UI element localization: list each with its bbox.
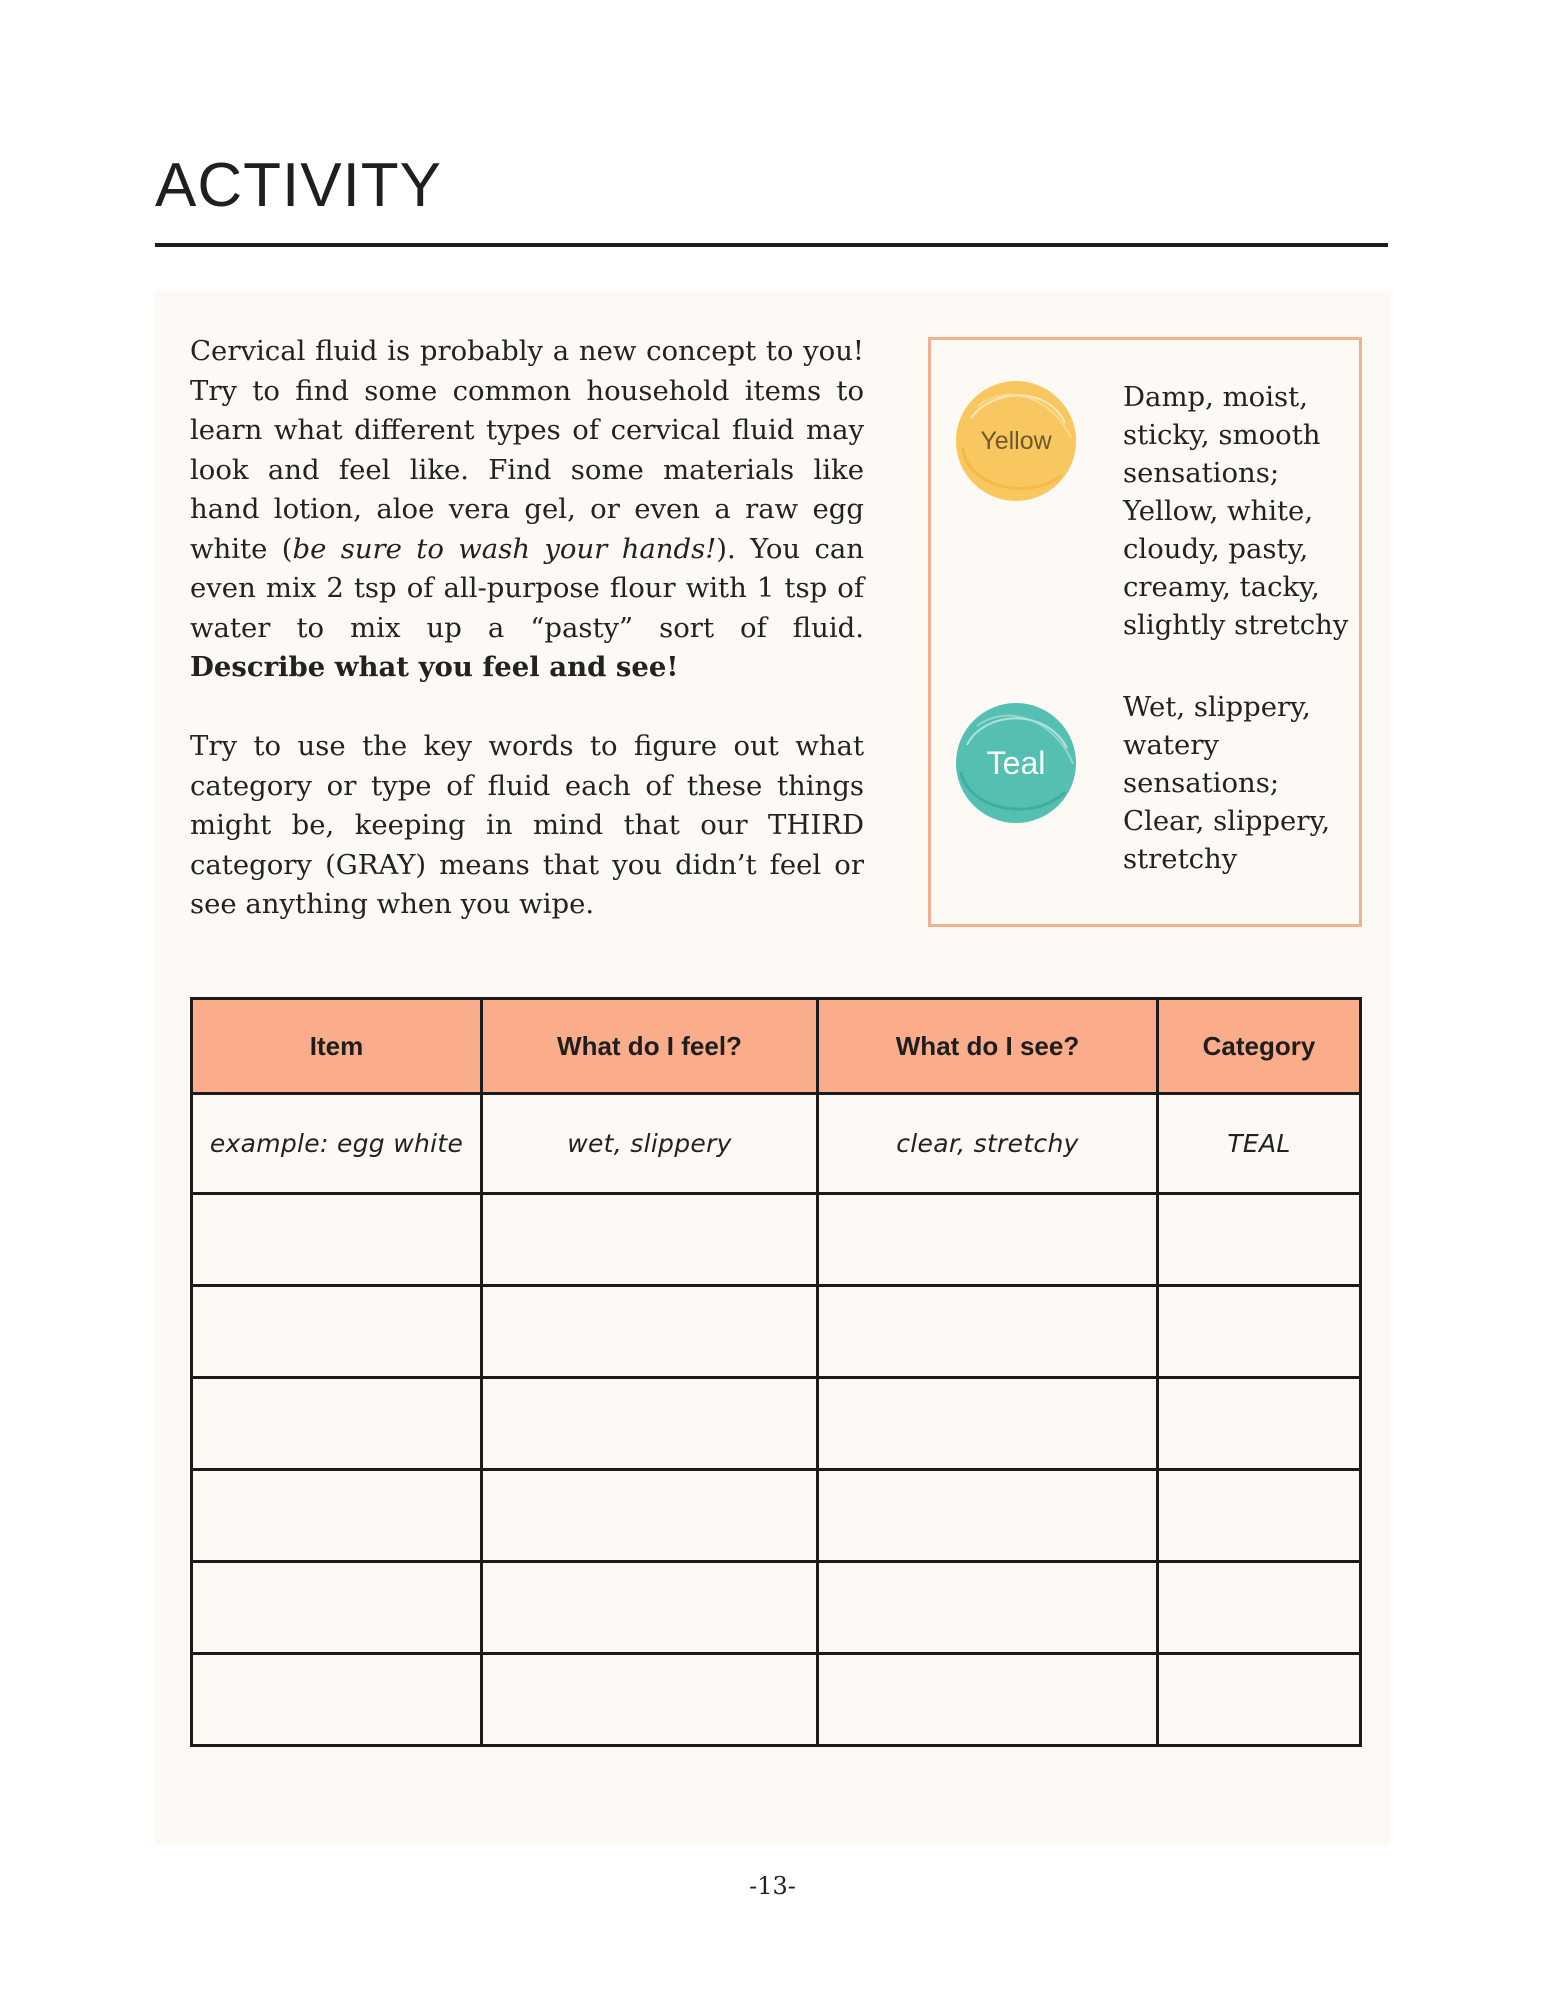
cell-see[interactable] xyxy=(818,1470,1158,1562)
teal-line: Wet, slippery, xyxy=(1123,691,1311,723)
header-category: Category xyxy=(1158,999,1361,1094)
teal-blob-icon xyxy=(953,700,1079,826)
cell-feel[interactable] xyxy=(482,1194,818,1286)
cell-feel[interactable] xyxy=(482,1094,818,1194)
cell-see[interactable] xyxy=(818,1378,1158,1470)
teal-line: Clear, slippery, xyxy=(1123,805,1331,837)
yellow-line: creamy, tacky, xyxy=(1123,571,1320,603)
intro-p1-start: Cervical fluid is probably a new concept to you! Try to find some common household items to learn what different types of cervical fluid may look and feel like. Find some materials like hand lotion, aloe vera gel, or even a raw egg white ( xyxy=(190,335,864,565)
table-row xyxy=(192,1378,1361,1470)
yellow-blob-icon xyxy=(953,378,1079,504)
cell-item[interactable] xyxy=(192,1470,482,1562)
cell-item[interactable] xyxy=(192,1094,482,1194)
yellow-line: Yellow, white, xyxy=(1123,495,1314,527)
example-feel-text: wet, slippery xyxy=(567,1129,732,1158)
cell-feel[interactable] xyxy=(482,1470,818,1562)
cell-item[interactable] xyxy=(192,1194,482,1286)
cell-item[interactable] xyxy=(192,1286,482,1378)
yellow-line: sensations; xyxy=(1123,457,1280,489)
teal-line: sensations; xyxy=(1123,767,1280,799)
example-item-text: example: egg white xyxy=(209,1129,464,1158)
table-row xyxy=(192,1562,1361,1654)
cell-feel[interactable] xyxy=(482,1286,818,1378)
yellow-line: sticky, smooth xyxy=(1123,419,1321,451)
intro-paragraph-1 xyxy=(190,332,864,688)
teal-label: Teal xyxy=(986,744,1046,781)
header-item: Item xyxy=(192,999,482,1094)
activity-table xyxy=(190,997,1362,1747)
cell-feel[interactable] xyxy=(482,1378,818,1470)
cell-see[interactable] xyxy=(818,1286,1158,1378)
cell-see[interactable] xyxy=(818,1094,1158,1194)
yellow-label: Yellow xyxy=(980,426,1052,455)
yellow-line: Damp, moist, xyxy=(1123,381,1308,413)
cell-category[interactable] xyxy=(1158,1562,1361,1654)
yellow-description xyxy=(1123,378,1363,644)
teal-line: watery xyxy=(1123,729,1219,761)
cell-see[interactable] xyxy=(818,1654,1158,1746)
cell-see[interactable] xyxy=(818,1562,1158,1654)
cell-item[interactable] xyxy=(192,1654,482,1746)
intro-paragraph-2: Try to use the key words to figure out what category or type of fluid each of these things might be, keeping in mind that our THIRD category (GRAY) means that you didn’t feel or see anything when you wipe. xyxy=(190,730,864,920)
cell-see[interactable] xyxy=(818,1194,1158,1286)
page-number: -13- xyxy=(749,1872,796,1900)
cell-feel[interactable] xyxy=(482,1654,818,1746)
intro-p1-middle: ). You can even mix 2 tsp of all-purpose flour with 1 tsp of water to mix up a “pasty” sort of fluid. xyxy=(190,532,865,644)
cell-category[interactable] xyxy=(1158,1194,1361,1286)
example-category-text: TEAL xyxy=(1227,1129,1291,1158)
table-header-row xyxy=(192,999,1361,1094)
table-row xyxy=(192,1470,1361,1562)
teal-description xyxy=(1123,688,1363,878)
category-key-box xyxy=(928,337,1362,927)
intro-p1-bold: Describe what you feel and see! xyxy=(190,651,679,683)
page-title: ACTIVITY xyxy=(155,151,443,220)
cell-category[interactable] xyxy=(1158,1654,1361,1746)
table-row xyxy=(192,1286,1361,1378)
activity-panel xyxy=(155,292,1391,1845)
header-feel: What do I feel? xyxy=(482,999,818,1094)
cell-category[interactable] xyxy=(1158,1470,1361,1562)
cell-item[interactable] xyxy=(192,1562,482,1654)
table-row xyxy=(192,1654,1361,1746)
table-row xyxy=(192,1194,1361,1286)
yellow-line: cloudy, pasty, xyxy=(1123,533,1309,565)
intro-p1-italic: be sure to wash your hands! xyxy=(292,532,717,565)
header-see: What do I see? xyxy=(818,999,1158,1094)
cell-category[interactable] xyxy=(1158,1094,1361,1194)
intro-text xyxy=(190,332,864,964)
cell-feel[interactable] xyxy=(482,1562,818,1654)
example-see-text: clear, stretchy xyxy=(896,1129,1079,1158)
teal-line: stretchy xyxy=(1123,843,1238,875)
yellow-line: slightly stretchy xyxy=(1123,609,1349,641)
cell-category[interactable] xyxy=(1158,1378,1361,1470)
title-divider xyxy=(155,243,1388,247)
table-row-example xyxy=(192,1094,1361,1194)
cell-category[interactable] xyxy=(1158,1286,1361,1378)
cell-item[interactable] xyxy=(192,1378,482,1470)
